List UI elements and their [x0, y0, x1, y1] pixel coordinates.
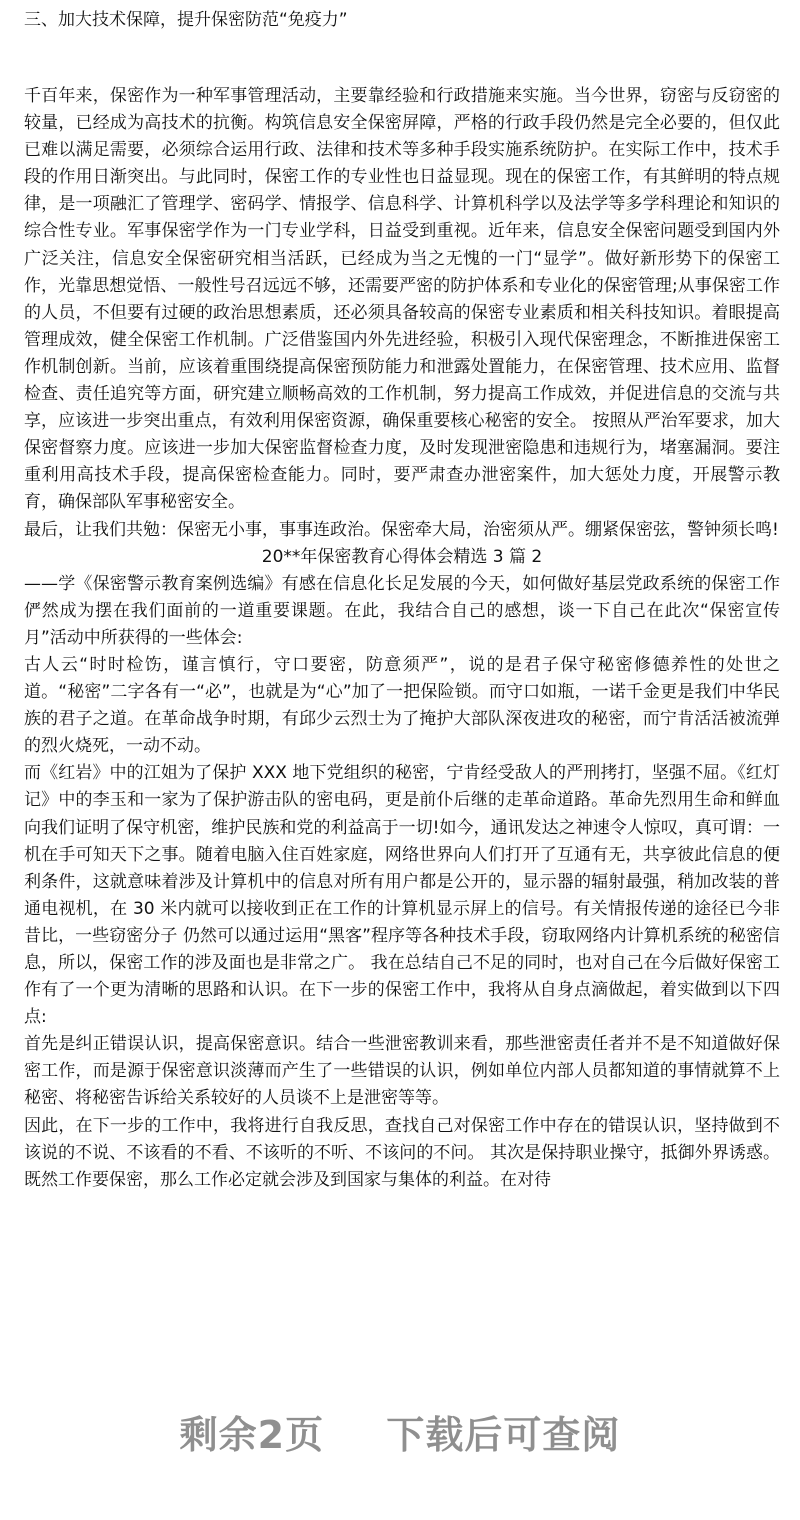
remaining-pages-text: 剩余2页	[179, 1413, 325, 1457]
download-to-view-text[interactable]: 下载后可查阅	[386, 1413, 621, 1457]
paragraph: 因此，在下一步的工作中，我将进行自我反思，查找自己对保密工作中存在的错误认识，坚持做到不该说的不说、不该看的不看、不该听的不听、不该问的不问。 其次是保持职业操守，抵御外界诱惑。既然工作要保密，那么工作必定就会涉及到国家与集体的利益。在对待	[24, 1115, 780, 1190]
paragraph: 最后，让我们共勉：保密无小事，事事连政治。保密牵大局，治密须从严。绷紧保密弦，警钟须长鸣!	[24, 519, 779, 540]
paragraph: 古人云“时时检饬，谨言慎行，守口要密，防意须严”，说的是君子保守秘密修德养性的处世之道。“秘密”二字各有一“必”，也就是为“心”加了一把保险锁。而守口如瓶，一诺千金更是我们中华民族的君子之道。在革命战争时期，有邱少云烈士为了掩护大部队深夜进攻的秘密，而宁肯活活被流弹的烈火烧死，一动不动。	[24, 654, 780, 757]
section-heading: 三、加大技术保障，提升保密防范“免疫力”	[24, 10, 348, 30]
article-title: 20**年保密教育心得体会精选 3 篇 2	[261, 546, 543, 567]
download-prompt-banner[interactable]	[0, 1410, 800, 1460]
paragraph: 而《红岩》中的江姐为了保护 XXX 地下党组织的秘密，宁肯经受敌人的严刑拷打，坚强不屈。《红灯记》中的李玉和一家为了保护游击队的密电码，更是前仆后继的走革命道路。革命先烈用生命和鲜血向我们证明了保守机密，维护民族和党的利益高于一切!如今，通讯发达之神速令人惊叹，真可谓：一机在手可知天下之事。随着电脑入住百姓家庭，网络世界向人们打开了互通有无，共享彼此信息的便利条件，这就意味着涉及计算机中的信息对所有用户都是公开的，显示器的辐射最强，稍加改装的普通电视机，在 30 米内就可以接收到正在工作的计算机显示屏上的信号。有关情报传递的途径已今非昔比，一些窃密分子 仍然可以通过运用“黑客”程序等各种技术手段，窃取网络内计算机系统的秘密信息，所以，保密工作的涉及面也是非常之广。 我在总结自己不足的同时，也对自己在今后做好保密工作有了一个更为清晰的思路和认识。在下一步的保密工作中，我将从自身点滴做起，着实做到以下四点:	[24, 763, 780, 1028]
content-fade	[0, 1280, 800, 1340]
paragraph: 千百年来，保密作为一种军事管理活动，主要靠经验和行政措施来实施。当今世界，窃密与反窃密的较量，已经成为高技术的抗衡。构筑信息安全保密屏障，严格的行政手段仍然是完全必要的，但仅此已难以满足需要，必须综合运用行政、法律和技术等多种手段实施系统防护。在实际工作中，技术手段的作用日渐突出。与此同时，保密工作的专业性也日益显现。现在的保密工作，有其鲜明的特点规律，是一项融汇了管理学、密码学、情报学、信息科学、计算机科学以及法学等多学科理论和知识的综合性专业。军事保密学作为一门专业学科，日益受到重视。近年来，信息安全保密问题受到国内外广泛关注，信息安全保密研究相当活跃，已经成为当之无愧的一门“显学”。做好新形势下的保密工作，光靠思想觉悟、一般性号召远远不够，还需要严密的防护体系和专业化的保密管理;从事保密工作的人员，不但要有过硬的政治思想素质，还必须具备较高的保密专业素质和相关科技知识。着眼提高管理成效，健全保密工作机制。广泛借鉴国内外先进经验，积极引入现代保密理念，不断推进保密工作机制创新。当前，应该着重围绕提高保密预防能力和泄露处置能力，在保密管理、技术应用、监督检查、责任追究等方面，研究建立顺畅高效的工作机制，努力提高工作成效，并促进信息的交流与共享，应该进一步突出重点，有效利用保密资源，确保重要核心秘密的安全。 按照从严治军要求，加大保密督察力度。应该进一步加大保密监督检查力度，及时发现泄密隐患和违规行为，堵塞漏洞。要注重利用高技术手段，提高保密检查能力。同时，要严肃查办泄密案件，加大惩处力度，开展警示教育，确保部队军事秘密安全。	[24, 86, 780, 513]
paragraph: 首先是纠正错误认识，提高保密意识。结合一些泄密教训来看，那些泄密责任者并不是不知道做好保密工作，而是源于保密意识淡薄而产生了一些错误的认识，例如单位内部人员都知道的事情就算不上秘密、将秘密告诉给关系较好的人员谈不上是泄密等等。	[24, 1034, 780, 1109]
document-body	[24, 83, 780, 1194]
paragraph: ——学《保密警示教育案例选编》有感在信息化长足发展的今天，如何做好基层党政系统的保密工作俨然成为摆在我们面前的一道重要课题。在此，我结合自己的感想，谈一下自己在此次“保密宣传月”活动中所获得的一些体会:	[24, 573, 780, 648]
